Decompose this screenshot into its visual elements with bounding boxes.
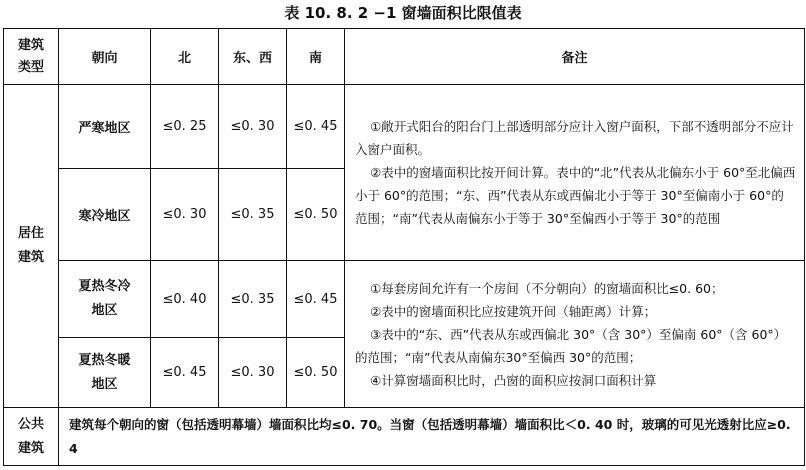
north-value: ≤0. 45 <box>151 338 219 408</box>
remark-item: ①每套房间允许有一个房间（不分朝向）的窗墙面积比≤0. 60； <box>370 280 724 296</box>
remarks-hot-regions <box>345 261 805 408</box>
region-cell: 严寒地区 <box>59 85 151 169</box>
table-title: 表 10. 8. 2 −1 窗墙面积比限值表 <box>284 4 522 22</box>
header-north: 北 <box>151 29 219 85</box>
table-row <box>4 261 805 338</box>
east-west-value: ≤0. 35 <box>219 261 287 338</box>
remark-item: ①敞开式阳台的阳台门上部透明部分应计入窗户面积，下部不透明部分不应计入窗户面积。 <box>355 119 794 157</box>
header-row <box>4 29 805 85</box>
east-west-value: ≤0. 30 <box>219 338 287 408</box>
public-building-text: 建筑每个朝向的窗（包括透明幕墙）墙面积比均≤0. 70。当窗（包括透明幕墙）墙面积比＜0. 40 时，玻璃的可见光透射比应≥0. 4 <box>59 408 805 466</box>
header-building-type: 建筑 类型 <box>4 29 59 85</box>
header-remarks: 备注 <box>345 29 805 85</box>
north-value: ≤0. 40 <box>151 261 219 338</box>
public-label: 公共 建筑 <box>4 408 59 466</box>
region-cell: 夏热冬冷 地区 <box>59 261 151 338</box>
north-value: ≤0. 25 <box>151 85 219 169</box>
east-west-value: ≤0. 30 <box>219 85 287 169</box>
remark-item: ③表中的“东、西”代表从东或西偏北 30°（含 30°）至偏南 60°（含 60°）的范围；“南”代表从南偏东30°至偏西 30°的范围； <box>355 326 787 365</box>
east-west-value: ≤0. 35 <box>219 169 287 261</box>
south-value: ≤0. 45 <box>287 85 345 169</box>
residential-label: 居住 建筑 <box>4 85 59 408</box>
table-row <box>4 408 805 466</box>
header-orientation: 朝向 <box>59 29 151 85</box>
south-value: ≤0. 45 <box>287 261 345 338</box>
region-cell: 夏热冬暖 地区 <box>59 338 151 408</box>
remark-item: ②表中的窗墙面积比应按建筑开间（轴距离）计算； <box>370 303 657 319</box>
remarks-cold-regions <box>345 85 805 261</box>
header-south: 南 <box>287 29 345 85</box>
region-cell: 寒冷地区 <box>59 169 151 261</box>
table-row <box>4 85 805 169</box>
remark-item: ④计算窗墙面积比时，凸窗的面积应按洞口面积计算 <box>370 372 657 388</box>
south-value: ≤0. 50 <box>287 169 345 261</box>
north-value: ≤0. 30 <box>151 169 219 261</box>
header-east-west: 东、西 <box>219 29 287 85</box>
remark-item: ②表中的窗墙面积比按开间计算。表中的“北”代表从北偏东小于 60°至北偏西小于 60°的范围；“东、西”代表从东或西偏北小于等于 30°至偏南小于 60°的范围；“南”代表从南偏东小于等于 30°至偏西小于等于 30°的范围 <box>355 165 796 226</box>
south-value: ≤0. 50 <box>287 338 345 408</box>
window-wall-ratio-table <box>3 28 805 466</box>
